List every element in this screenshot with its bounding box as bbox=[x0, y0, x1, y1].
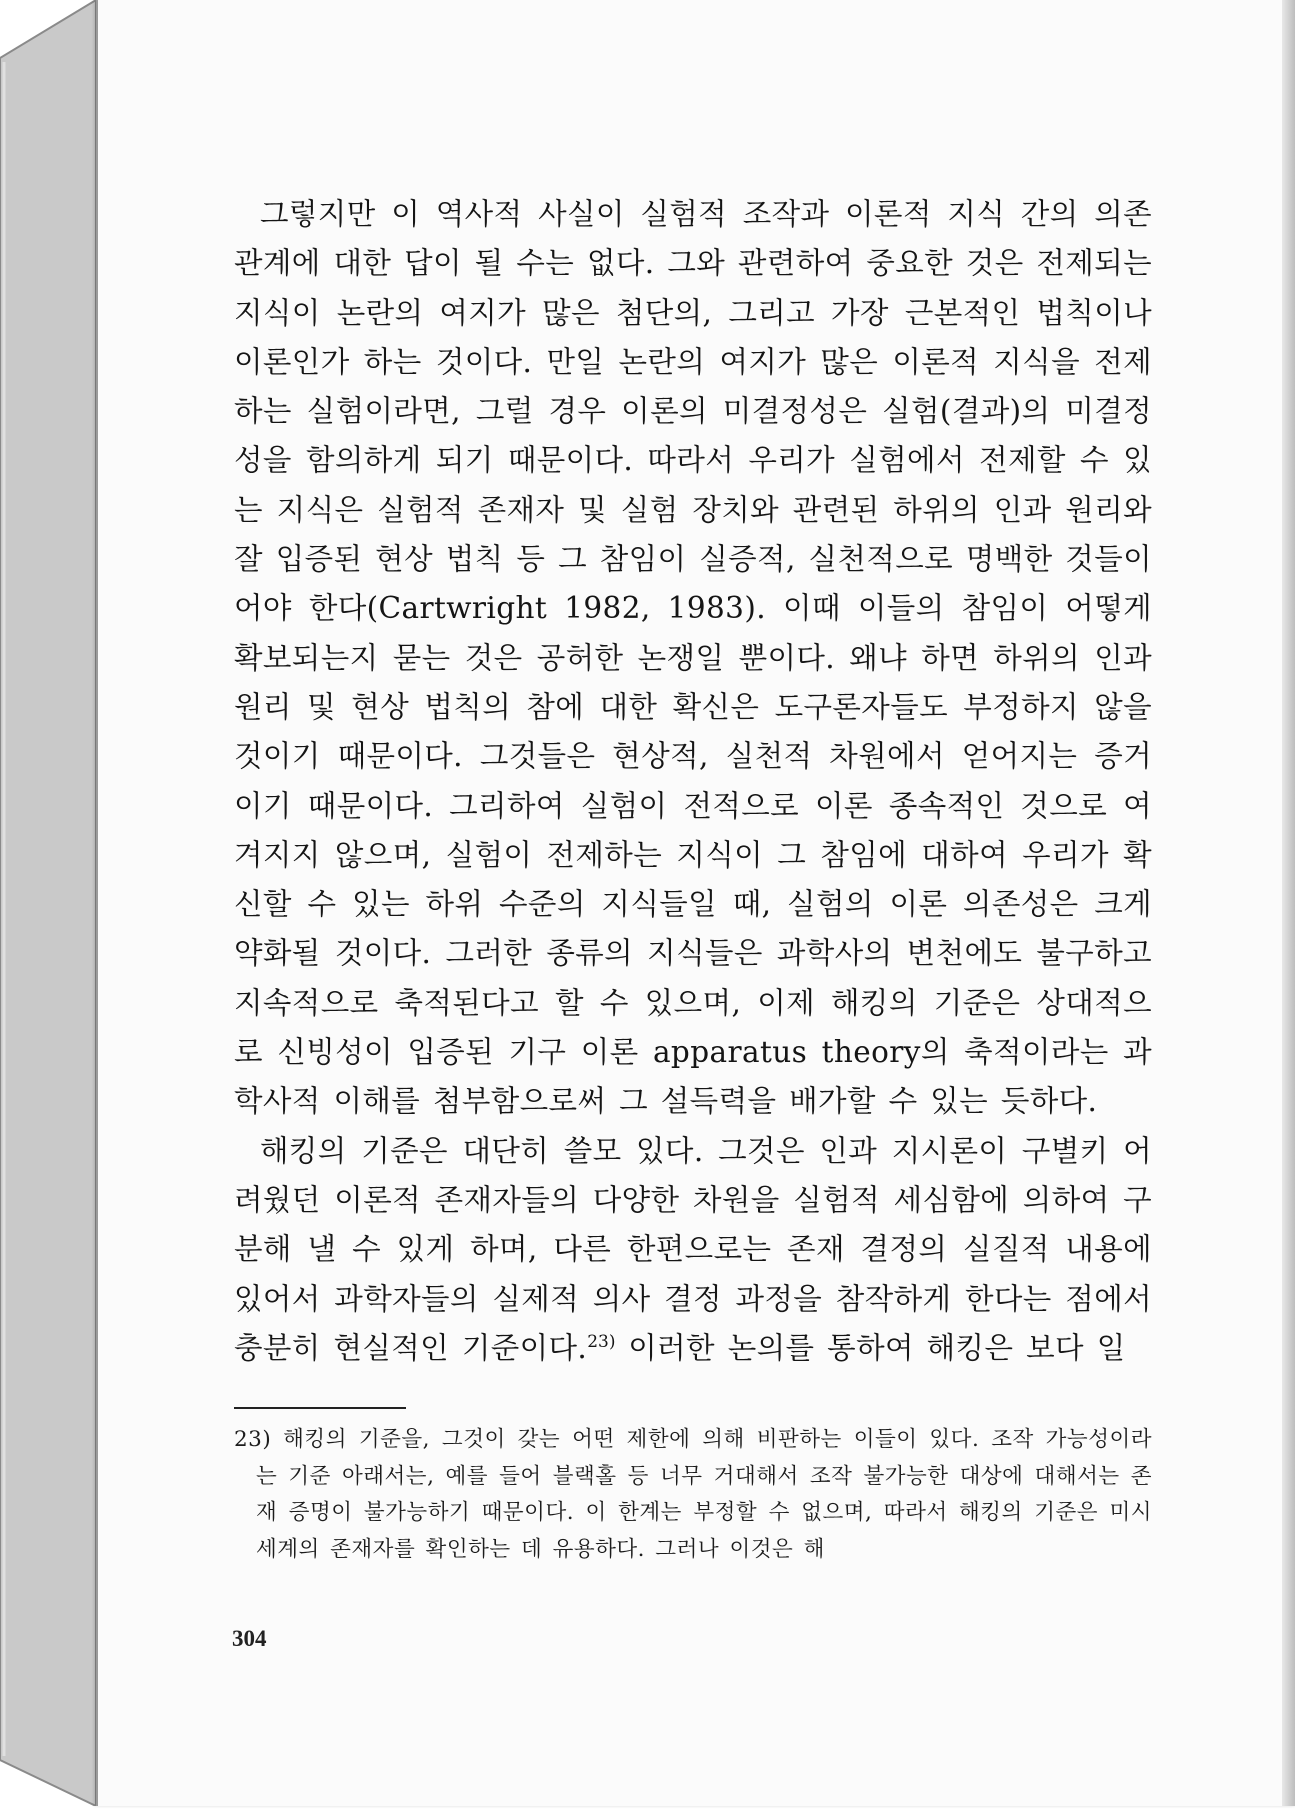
paragraph-2-text-end: 이러한 논의를 통하여 해킹은 보다 일 bbox=[615, 1330, 1126, 1365]
footnote-23: 23) 해킹의 기준을, 그것이 갖는 어떤 제한에 의해 비판하는 이들이 있다. 조작 가능성이라는 기준 아래서는, 예를 들어 블랙홀 등 너무 거대해서 조작 불가능한 대상에 대해서는 존재 증명이 불가능하기 때문이다. 이 한계는 부정할 수 없으며, 따라서 해킹의 기준은 미시 세계의 존재자를 확인하는 데 유용하다. 그러나 이것은 해 bbox=[234, 1427, 1152, 1562]
footnote-reference: 23) bbox=[587, 1331, 616, 1352]
footnote-divider bbox=[234, 1407, 406, 1409]
page-number: 304 bbox=[232, 1626, 267, 1651]
body-text bbox=[234, 190, 1152, 1373]
paragraph-2-text: 해킹의 기준은 대단히 쓸모 있다. 그것은 인과 지시론이 구별키 어려웠던 이론적 존재자들의 다양한 차원을 실험적 세심함에 의하여 구분해 낼 수 있게 하며, 다른 한편으로는 존재 결정의 실질적 내용에 있어서 과학자들의 실제적 의사 결정 과정을 참작하게 한다는 점에서 충분히 현실적인 기준이다. bbox=[234, 1133, 1152, 1365]
paragraph-2 bbox=[234, 1127, 1152, 1373]
paragraph-1: 그렇지만 이 역사적 사실이 실험적 조작과 이론적 지식 간의 의존관계에 대한 답이 될 수는 없다. 그와 관련하여 중요한 것은 전제되는 지식이 논란의 여지가 많은 첨단의, 그리고 가장 근본적인 법칙이나 이론인가 하는 것이다. 만일 논란의 여지가 많은 이론적 지식을 전제하는 실험이라면, 그럴 경우 이론의 미결정성은 실험(결과)의 미결정성을 함의하게 되기 때문이다. 따라서 우리가 실험에서 전제할 수 있는 지식은 실험적 존재자 및 실험 장치와 관련된 하위의 인과 원리와 잘 입증된 현상 법칙 등 그 참임이 실증적, 실천적으로 명백한 것들이어야 한다(Cartwright 1982, 1983). 이때 이들의 참임이 어떻게 확보되는지 묻는 것은 공허한 논쟁일 뿐이다. 왜냐 하면 하위의 인과 원리 및 현상 법칙의 참에 대한 확신은 도구론자들도 부정하지 않을 것이기 때문이다. 그것들은 현상적, 실천적 차원에서 얻어지는 증거이기 때문이다. 그리하여 실험이 전적으로 이론 종속적인 것으로 여겨지지 않으며, 실험이 전제하는 지식이 그 참임에 대하여 우리가 확신할 수 있는 하위 수준의 지식들일 때, 실험의 이론 의존성은 크게 약화될 것이다. 그러한 종류의 지식들은 과학사의 변천에도 불구하고 지속적으로 축적된다고 할 수 있으며, 이제 해킹의 기준은 상대적으로 신빙성이 입증된 기구 이론 apparatus theory의 축적이라는 과학사적 이해를 첨부함으로써 그 설득력을 배가할 수 있는 듯하다. bbox=[234, 197, 1152, 1119]
page-edge bbox=[1282, 0, 1295, 1806]
